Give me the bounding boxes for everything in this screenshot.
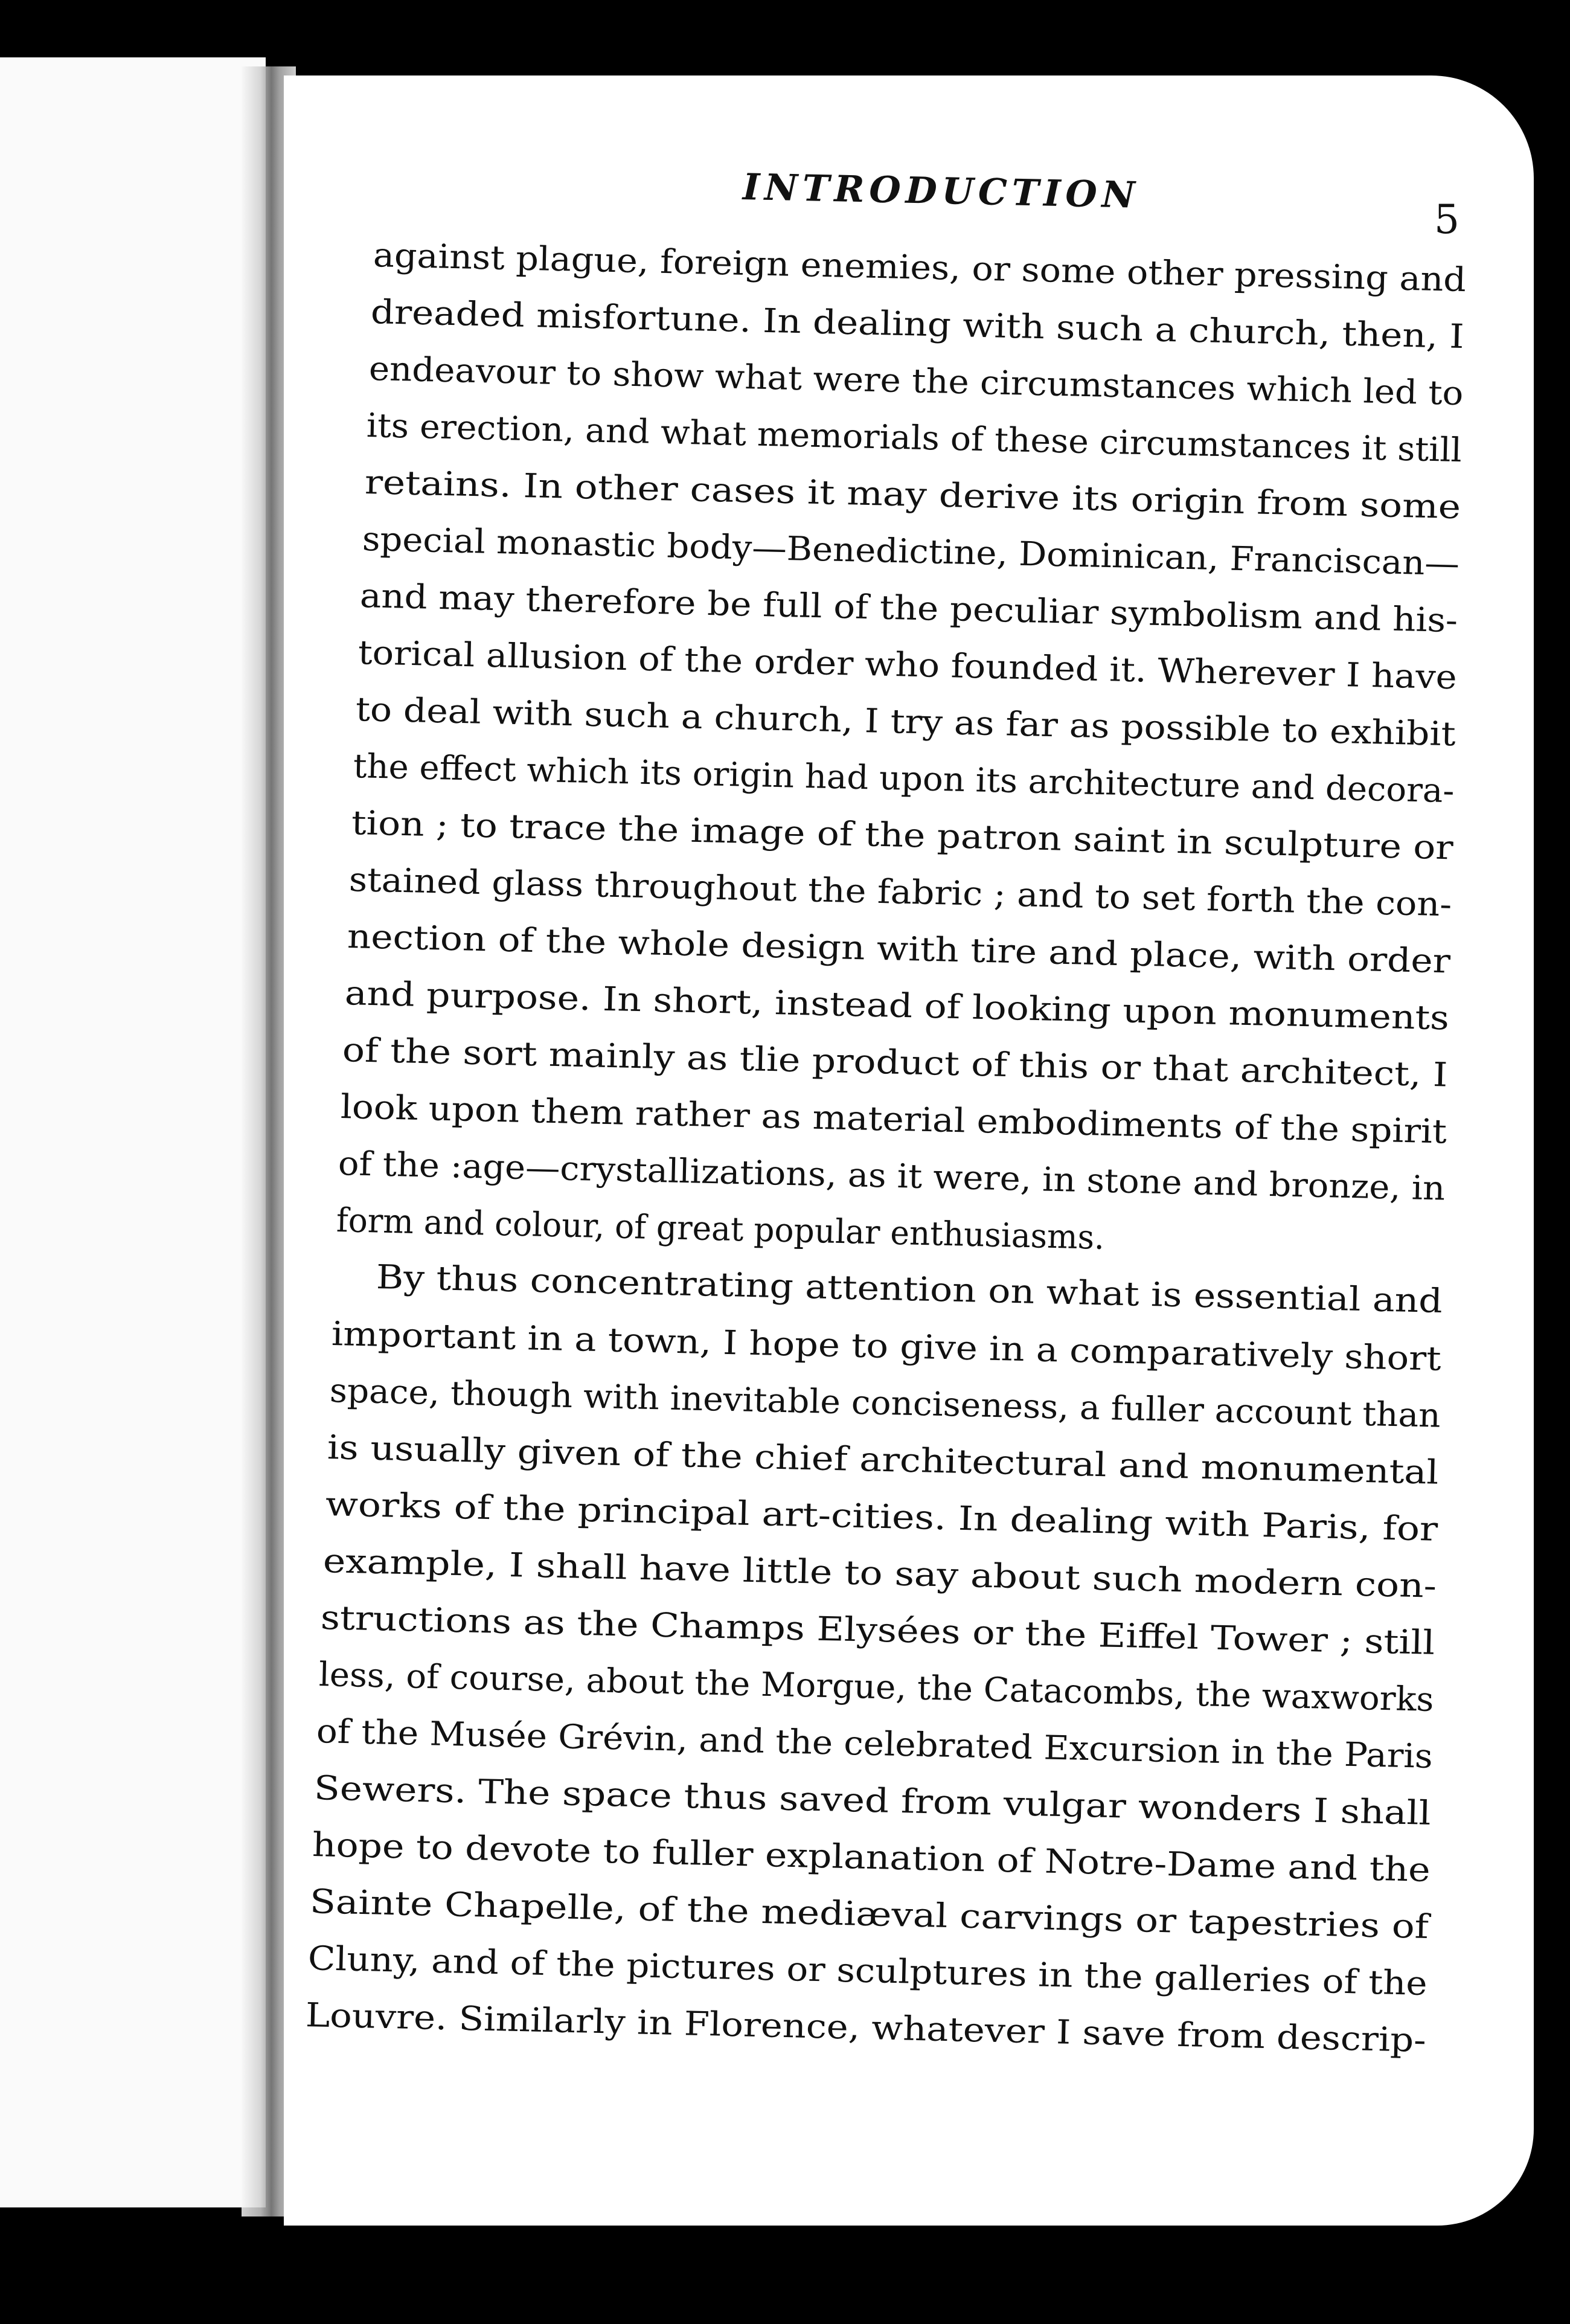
body-line: example, I shall have little to say about such modern con-	[322, 1541, 1437, 1605]
body-line: structions as the Champs Elysées or the Eiffel Tower ; still	[320, 1598, 1436, 1662]
body-line: hope to devote to fuller explanation of Notre-Dame and the	[312, 1825, 1431, 1890]
body-line: Cluny, and of the pictures or sculptures in the galleries of the	[307, 1939, 1427, 2003]
body-line: By thus concentrating attention on what is essential and	[376, 1257, 1443, 1321]
body-line: to deal with such a church, I try as far as possible to exhibit	[355, 690, 1456, 754]
body-line: retains. In other cases it may derive its origin from some	[364, 463, 1461, 527]
body-line: special monastic body—Benedictine, Dominican, Franciscan—	[362, 519, 1460, 583]
body-line: works of the principal art-cities. In dealing with Paris, for	[324, 1485, 1438, 1549]
body-line: and may therefore be full of the peculiar symbolism and his-	[359, 576, 1459, 640]
body-line: of the :age—crystallizations, as it were, in stone and bronze, in	[338, 1144, 1446, 1208]
right-page	[284, 75, 1534, 2226]
body-line: and purpose. In short, instead of looking upon monuments	[344, 974, 1450, 1038]
body-line: dreaded misfortune. In dealing with such a church, then, I	[370, 292, 1465, 356]
body-line: of the sort mainly as tlie product of this or that architect, I	[342, 1030, 1449, 1094]
body-line: tion ; to trace the image of the patron saint in sculpture or	[351, 803, 1454, 867]
body-line: less, of course, about the Morgue, the Catacombs, the waxworks	[318, 1655, 1434, 1719]
body-line: nection of the whole design with tire and place, with order	[346, 917, 1451, 981]
body-line: Louvre. Similarly in Florence, whatever I save from descrip-	[305, 1995, 1427, 2060]
body-line: form and colour, of great popular enthusiasms.	[335, 1201, 1105, 1257]
body-line: the effect which its origin had upon its architecture and decora-	[353, 746, 1455, 811]
body-line: space, though with inevitable conciseness, a fuller account than	[329, 1371, 1441, 1435]
body-line: Sainte Chapelle, of the mediæval carvings or tapestries of	[309, 1882, 1429, 1947]
running-head: INTRODUCTION	[742, 166, 1141, 217]
body-line: torical allusion of the order who founded it. Wherever I have	[357, 633, 1458, 697]
left-page	[0, 57, 266, 2207]
body-line: is usually given of the chief architectural and monumental	[327, 1428, 1440, 1492]
body-line: endeavour to show what were the circumstances which led to	[368, 349, 1464, 413]
body-line: important in a town, I hope to give in a comparatively short	[331, 1314, 1442, 1378]
body-line: look upon them rather as material embodiments of the spirit	[340, 1087, 1447, 1151]
body-line: its erection, and what memorials of these circumstances it still	[366, 406, 1463, 470]
body-line: against plague, foreign enemies, or some other pressing and	[373, 236, 1467, 300]
body-line: Sewers. The space thus saved from vulgar wonders I shall	[313, 1768, 1432, 1832]
body-line: of the Musée Grévin, and the celebrated Excursion in the Paris	[316, 1712, 1434, 1776]
body-line: stained glass throughout the fabric ; and to set forth the con-	[348, 860, 1453, 924]
page-number: 5	[1434, 196, 1459, 243]
